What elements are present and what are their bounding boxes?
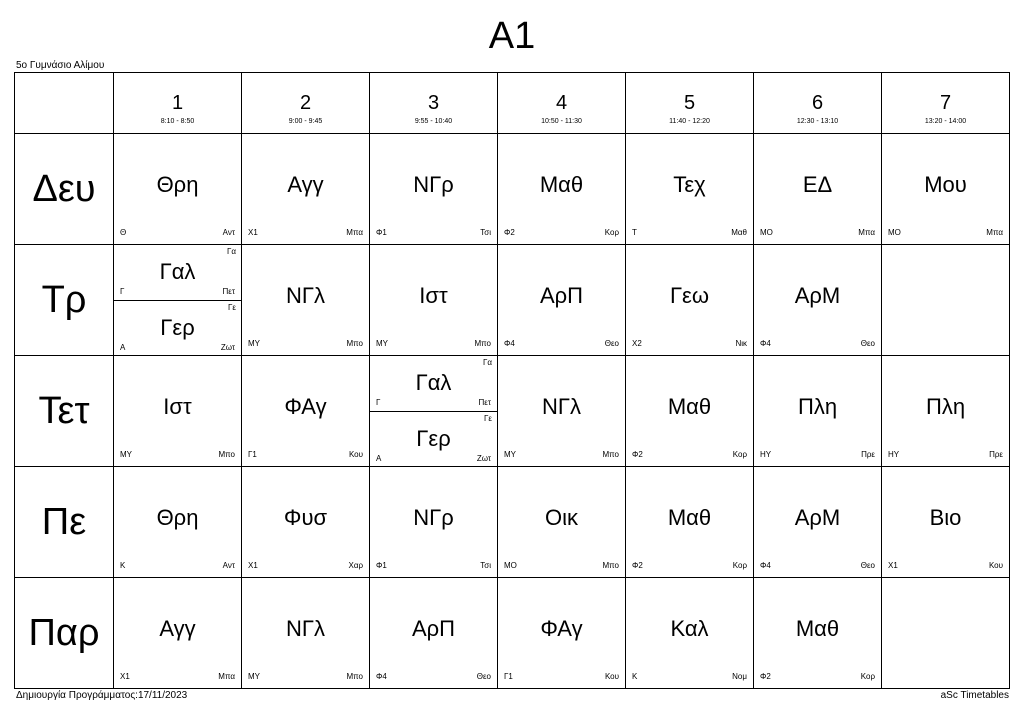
lesson-subject: Μαθ [667,505,712,530]
lesson-teacher: Κορ [604,228,619,237]
empty-lesson-cell [882,578,1010,689]
lesson-subject: ΝΓλ [285,283,325,308]
lesson-group: Γε [484,414,492,423]
period-header [626,73,754,134]
lesson-room: ΗΥ [760,450,772,459]
split-lesson-bottom[interactable] [370,412,497,467]
lesson-room: Φ4 [376,672,387,681]
period-header-row [15,73,1010,134]
day-row [15,245,1010,356]
lesson-room: Φ1 [376,561,387,570]
lesson-teacher: Νομ [732,672,747,681]
lesson-room: ΜΥ [248,339,260,348]
lesson-card [114,134,241,244]
lesson-room: Χ1 [248,561,258,570]
lesson-teacher: Ζωτ [220,343,235,352]
lesson-subject: Πλη [797,394,838,419]
period-number: 4 [555,92,568,114]
lesson-room: Φ2 [760,672,771,681]
empty-lesson-cell [882,245,1010,356]
lesson-card [754,245,881,355]
lesson-cell[interactable] [626,134,754,245]
lesson-teacher: Μπα [218,672,235,681]
lesson-teacher: Πετ [222,287,235,296]
lesson-teacher: Αντ [222,228,235,237]
lesson-subject: Γερ [416,426,451,451]
lesson-teacher: Μπα [858,228,875,237]
lesson-card [242,134,369,244]
lesson-card [882,134,1009,244]
lesson-subject: Γαλ [159,259,196,284]
lesson-cell[interactable] [882,467,1010,578]
lesson-room: ΜΥ [504,450,516,459]
lesson-subject: Γερ [160,315,195,340]
lesson-subject: Ιστ [163,394,192,419]
lesson-card [242,467,369,577]
period-number: 1 [171,92,184,114]
lesson-teacher: Μπα [346,228,363,237]
lesson-cell[interactable] [498,134,626,245]
lesson-room: ΗΥ [888,450,900,459]
period-time: 10:50 - 11:30 [541,118,582,125]
lesson-teacher: Κου [988,561,1003,570]
lesson-room: Φ2 [504,228,515,237]
lesson-card [498,467,625,577]
lesson-cell[interactable] [370,356,498,467]
lesson-subject: Μαθ [539,172,584,197]
lesson-room: Α [376,454,382,463]
lesson-room: Φ4 [760,339,771,348]
period-header [882,73,1010,134]
lesson-subject: Φυσ [283,505,328,530]
lesson-teacher: Θεο [860,561,875,570]
period-time: 8:10 - 8:50 [160,118,195,125]
lesson-subject: Γεω [669,283,710,308]
lesson-cell[interactable] [242,245,370,356]
day-label: Δευ [15,134,114,245]
lesson-card [370,578,497,688]
lesson-room: Φ4 [504,339,515,348]
lesson-card [626,578,753,688]
lesson-room: Φ2 [632,450,643,459]
lesson-room: Τ [632,228,637,237]
lesson-card [370,245,497,355]
lesson-cell[interactable] [370,134,498,245]
period-time: 9:00 - 9:45 [288,118,323,125]
lesson-card [754,578,881,688]
lesson-subject: ΑρΠ [411,616,456,641]
lesson-subject: Αγγ [159,616,196,641]
lesson-cell[interactable] [498,467,626,578]
lesson-card [242,356,369,466]
lesson-card [242,578,369,688]
lesson-card [498,245,625,355]
lesson-card [882,467,1009,577]
lesson-subject: ΕΔ [802,172,833,197]
lesson-subject: Θρη [156,172,199,197]
lesson-teacher: Μπο [602,450,619,459]
day-row [15,578,1010,689]
lesson-subject: ΑρΜ [794,505,841,530]
lesson-subject: ΝΓλ [285,616,325,641]
period-number: 5 [683,92,696,114]
timetable-grid [14,72,1010,689]
lesson-cell[interactable] [754,578,882,689]
lesson-room: Θ [120,228,127,237]
lesson-room: ΜΥ [376,339,388,348]
lesson-cell[interactable] [754,245,882,356]
lesson-subject: ΝΓρ [413,172,454,197]
lesson-cell[interactable] [370,467,498,578]
lesson-room: Φ1 [376,228,387,237]
lesson-card [498,578,625,688]
lesson-teacher: Μπο [346,672,363,681]
lesson-cell[interactable] [242,578,370,689]
day-label: Τετ [15,356,114,467]
day-row [15,467,1010,578]
lesson-subject: Πλη [925,394,966,419]
lesson-card [114,467,241,577]
period-header [498,73,626,134]
lesson-cell[interactable] [882,134,1010,245]
period-time: 11:40 - 12:20 [669,118,710,125]
lesson-room: ΜΟ [504,561,517,570]
lesson-cell[interactable] [114,578,242,689]
day-label: Τρ [15,245,114,356]
lesson-cell[interactable] [626,578,754,689]
lesson-teacher: Αντ [222,561,235,570]
lesson-room: Χ1 [888,561,898,570]
school-name: 5ο Γυμνάσιο Αλίμου [16,60,105,71]
period-header [754,73,882,134]
lesson-cell[interactable] [242,134,370,245]
lesson-teacher: Κορ [732,450,747,459]
lesson-teacher: Θεο [604,339,619,348]
lesson-room: Γ [376,398,381,407]
lesson-room: ΜΥ [248,672,260,681]
lesson-cell[interactable] [498,356,626,467]
lesson-card [626,245,753,355]
lesson-teacher: Κου [348,450,363,459]
lesson-teacher: Μπο [474,339,491,348]
lesson-room: ΜΥ [120,450,132,459]
lesson-teacher: Τσι [480,561,491,570]
lesson-cell[interactable] [370,578,498,689]
lesson-room: ΜΟ [888,228,901,237]
day-row [15,134,1010,245]
lesson-room: Χ1 [248,228,258,237]
period-number: 3 [427,92,440,114]
corner-cell [15,73,114,134]
lesson-group: Γε [228,303,236,312]
lesson-cell[interactable] [498,245,626,356]
lesson-card [626,467,753,577]
lesson-subject: Γαλ [415,370,452,395]
lesson-room: Γ1 [504,672,513,681]
lesson-card [498,356,625,466]
lesson-teacher: Θεο [860,339,875,348]
lesson-teacher: Πρε [861,450,875,459]
period-number: 2 [299,92,312,114]
lesson-group: Γα [482,358,492,367]
split-lesson-top[interactable] [114,245,241,301]
lesson-room: Κ [120,561,126,570]
lesson-room: Κ [632,672,638,681]
class-title: A1 [488,15,536,57]
lesson-card [114,356,241,466]
lesson-cell[interactable] [498,578,626,689]
lesson-card [754,134,881,244]
lesson-cell[interactable] [754,356,882,467]
lesson-teacher: Πρε [989,450,1003,459]
lesson-card [626,356,753,466]
lesson-room: Γ [120,287,125,296]
lesson-group: Γα [226,247,236,256]
split-lesson-top[interactable] [370,356,497,412]
period-header [242,73,370,134]
day-label: Παρ [15,578,114,689]
creation-date: Δημιουργία Προγράμματος:17/11/2023 [16,690,188,701]
lesson-card [754,356,881,466]
lesson-subject: Οικ [545,505,578,530]
lesson-card [114,578,241,688]
lesson-subject: ΦΑγ [284,394,327,419]
lesson-room: Α [120,343,126,352]
lesson-cell[interactable] [114,356,242,467]
lesson-subject: ΑρΜ [794,283,841,308]
lesson-teacher: Κορ [860,672,875,681]
lesson-teacher: Κορ [732,561,747,570]
lesson-teacher: Θεο [476,672,491,681]
lesson-subject: Μαθ [795,616,840,641]
period-header [114,73,242,134]
lesson-cell[interactable] [242,467,370,578]
lesson-teacher: Μαθ [731,228,747,237]
lesson-room: Φ4 [760,561,771,570]
lesson-cell[interactable] [882,356,1010,467]
day-label: Πε [15,467,114,578]
lesson-cell[interactable] [626,467,754,578]
period-number: 6 [811,92,824,114]
lesson-subject: Αγγ [287,172,324,197]
lesson-subject: ΦΑγ [540,616,583,641]
lesson-teacher: Κου [604,672,619,681]
lesson-card [626,134,753,244]
lesson-cell[interactable] [242,356,370,467]
period-number: 7 [939,92,952,114]
lesson-cell[interactable] [114,245,242,356]
lesson-room: Γ1 [248,450,257,459]
lesson-teacher: Μπο [218,450,235,459]
lesson-cell[interactable] [114,467,242,578]
lesson-cell[interactable] [114,134,242,245]
lesson-room: Φ2 [632,561,643,570]
lesson-cell[interactable] [370,245,498,356]
lesson-teacher: Ζωτ [476,454,491,463]
lesson-teacher: Τσι [480,228,491,237]
lesson-subject: Βιο [929,505,962,530]
lesson-cell[interactable] [754,134,882,245]
lesson-teacher: Πετ [478,398,491,407]
lesson-teacher: Νικ [735,339,747,348]
lesson-teacher: Μπο [346,339,363,348]
lesson-cell[interactable] [754,467,882,578]
period-time: 12:30 - 13:10 [796,118,839,125]
lesson-room: ΜΟ [760,228,773,237]
period-time: 13:20 - 14:00 [924,118,967,125]
lesson-cell[interactable] [626,245,754,356]
lesson-teacher: Μπο [602,561,619,570]
lesson-cell[interactable] [626,356,754,467]
lesson-card [754,467,881,577]
lesson-subject: Καλ [670,616,709,641]
lesson-card [242,245,369,355]
lesson-card [370,134,497,244]
split-lesson-bottom[interactable] [114,301,241,356]
software-credit: aSc Timetables [940,690,1009,701]
lesson-card [498,134,625,244]
lesson-teacher: Χαρ [348,561,363,570]
lesson-teacher: Μπα [986,228,1003,237]
lesson-card [882,356,1009,466]
lesson-subject: ΑρΠ [539,283,584,308]
lesson-subject: Μαθ [667,394,712,419]
lesson-subject: Ιστ [419,283,448,308]
lesson-room: Χ2 [632,339,642,348]
period-header [370,73,498,134]
lesson-subject: Θρη [156,505,199,530]
lesson-subject: ΝΓρ [413,505,454,530]
day-row [15,356,1010,467]
period-time: 9:55 - 10:40 [414,118,453,125]
lesson-card [370,467,497,577]
lesson-room: Χ1 [120,672,130,681]
lesson-subject: ΝΓλ [541,394,581,419]
lesson-subject: Τεχ [673,172,706,197]
lesson-subject: Μου [924,172,967,197]
